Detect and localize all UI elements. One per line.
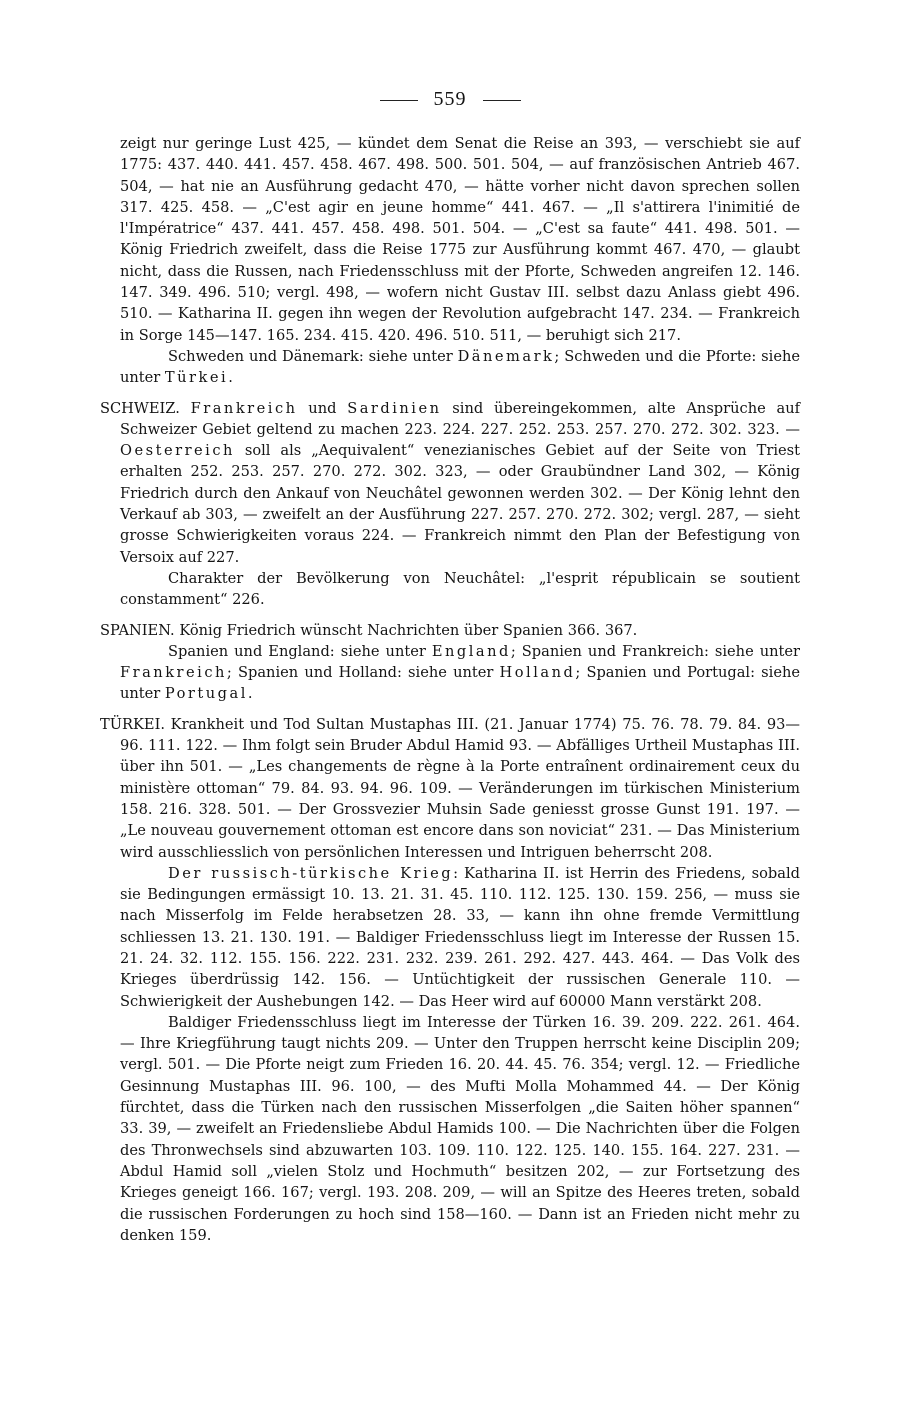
page-header	[0, 88, 900, 111]
paragraph-friedensschluss: Baldiger Friedensschluss liegt im Interesse der Türken 16. 39. 209. 222. 261. 464. — Ihre Kriegführung taugt nichts 209. — Unter den Truppen herrscht keine Disciplin 209; vergl. 501. — Die Pforte neigt zum Frieden 16. 20. 44. 45. 76. 354; vergl. 12. — Friedliche Gesinnung Mustaphas III. 96. 100, — des Mufti Molla Mohammed 44. — Der König fürchtet, dass die Türken nach den russischen Misserfolgen „die Saiten höher spannen“ 33. 39, — zweifelt an Friedensliebe Abdul Hamids 100. — Die Nachrichten über die Folgen des Thronwechsels sind abzuwarten 103. 109. 110. 122. 125. 140. 155. 164. 227. 231. — Abdul Hamid soll „vielen Stolz und Hochmuth“ besitzen 202, — zur Fortsetzung des Krieges geneigt 166. 167; vergl. 193. 208. 209, — will an Spitze des Heeres treten, sobald die russischen Forderungen zu hoch sind 158—160. — Dann ist an Frieden nicht mehr zu denken 159.	[120, 1013, 800, 1244]
entry-tuerkei: TÜRKEI. Krankheit und Tod Sultan Mustaphas III. (21. Januar 1774) 75. 76. 78. 79. 84. 93—96. 111. 122. — Ihm folgt sein Bruder Abdul Hamid 93. — Abfälliges Urtheil Mustaphas III. über ihn 501. — „Les changements de règne à la Porte entraînent ordinairement ceux du ministère ottoman“ 79. 84. 93. 94. 96. 109. — Veränderungen im türkischen Ministerium 158. 216. 328. 501. — Der Grossvezier Muhsin Sade geniesst grosse Gunst 191. 197. — „Le nouveau gouvernement ottoman est encore dans son noviciat“ 231. — Das Ministerium wird ausschliesslich von persönlichen Interessen und Intriguen beherrscht 208.	[100, 715, 800, 861]
entry-heading: TÜRKEI.	[100, 715, 165, 733]
header-rule-right	[483, 100, 521, 101]
entry-heading: SPANIEN.	[100, 621, 175, 639]
paragraph-spanien-crossref: Spanien und England: siehe unter England; Spanien und Frankreich: siehe unter Frankreich; Spanien und Holland: siehe unter Holland; Spanien und Portugal: siehe unter Portugal.	[120, 642, 801, 703]
index-text	[100, 133, 800, 1246]
header-rule-left	[380, 100, 418, 101]
entry-heading: SCHWEIZ.	[100, 399, 180, 417]
paragraph-schweden-crossref: Schweden und Dänemark: siehe unter Dänemark; Schweden und die Pforte: siehe unter Türkei.	[120, 347, 800, 387]
paragraph-neuchatel: Charakter der Bevölkerung von Neuchâtel: „l'esprit républicain se soutient constamment“ 226.	[120, 569, 800, 609]
subheading: Der russisch-türkische Krieg	[168, 864, 454, 882]
paragraph-schweden-continued: zeigt nur geringe Lust 425, — kündet dem Senat die Reise an 393, — verschiebt sie auf 1775: 437. 440. 441. 457. 458. 467. 498. 500. 501. 504, — auf französischen Antrieb 467. 504, — hat nie an Ausführung gedacht 470, — hätte vorher nicht davon sprechen sollen 317. 425. 458. — „C'est agir en jeune homme“ 441. 467. — „Il s'attirera l'inimitié de l'Impératrice“ 437. 441. 457. 458. 498. 501. 504. — „C'est sa faute“ 441. 498. 501. — König Friedrich zweifelt, dass die Reise 1775 zur Ausführung kommt 467. 470, — glaubt nicht, dass die Russen, nach Friedensschluss mit der Pforte, Schweden angreifen 12. 146. 147. 349. 496. 510; vergl. 498, — wofern nicht Gustav III. selbst dazu Anlass giebt 496. 510. — Katharina II. gegen ihn wegen der Revolution aufgebracht 147. 234. — Frankreich in Sorge 145—147. 165. 234. 415. 420. 496. 510. 511, — beruhigt sich 217.	[120, 135, 800, 344]
entry-schweiz: SCHWEIZ. Frankreich und Sardinien sind übereingekommen, alte Ansprüche auf Schweizer Gebiet geltend zu machen 223. 224. 227. 252. 253. 257. 270. 272. 302. 323. — Oesterreich soll als „Aequivalent“ venezianisches Gebiet auf der Seite von Triest erhalten 252. 253. 257. 270. 272. 302. 323, — oder Graubündner Land 302, — König Friedrich durch den Ankauf von Neuchâtel gewonnen werden 302. — Der König lehnt den Verkauf ab 303, — zweifelt an der Ausführung 227. 257. 270. 272. 302; vergl. 287, — sieht grosse Schwierigkeiten voraus 224. — Frankreich nimmt den Plan der Befestigung von Versoix auf 227.	[100, 399, 801, 566]
page-number: 559	[433, 88, 467, 110]
paragraph-krieg: Der russisch-türkische Krieg: Katharina II. ist Herrin des Friedens, sobald sie Bedingungen ermässigt 10. 13. 21. 31. 45. 110. 112. 125. 130. 159. 256, — muss sie nach Misserfolg im Felde herabsetzen 28. 33, — kann ihn ohne fremde Vermittlung schliessen 13. 21. 130. 191. — Baldiger Friedensschluss liegt im Interesse der Russen 15. 21. 24. 32. 112. 155. 156. 222. 231. 232. 239. 261. 292. 427. 443. 464. — Das Volk des Krieges überdrüssig 142. 156. — Untüchtigkeit der russischen Generale 110. — Schwierigkeit der Aushebungen 142. — Das Heer wird auf 60000 Mann verstärkt 208.	[120, 864, 800, 1010]
entry-spanien: SPANIEN. König Friedrich wünscht Nachrichten über Spanien 366. 367.	[100, 621, 638, 639]
